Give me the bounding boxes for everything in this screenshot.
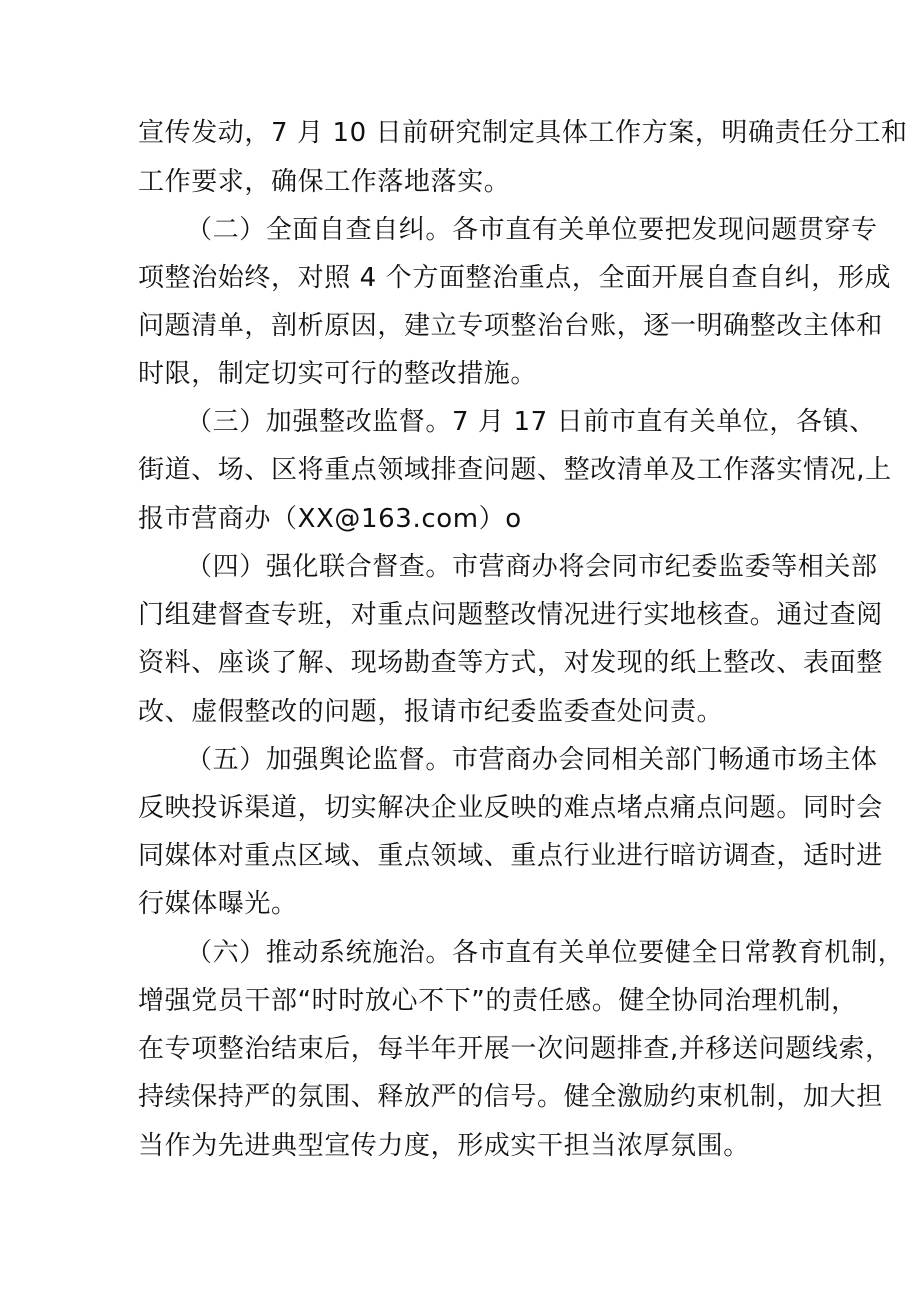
paragraph-3-heading-line: （三）加强整改监督。7 月 17 日前市直有关单位，各镇、 xyxy=(186,407,876,437)
text-line: 问题清单，剖析原因，建立专项整治台账，逐一明确整改主体和 xyxy=(138,311,883,341)
text-line: 反映投诉渠道，切实解决企业反映的难点堵点痛点问题。同时会 xyxy=(138,793,883,823)
text-line: 行媒体曝光。 xyxy=(138,889,298,919)
text-line: 增强党员干部“时时放心不下”的责任感。健全协同治理机制， xyxy=(138,986,858,1016)
text-line: 改、虚假整改的问题，报请市纪委监委查处问责。 xyxy=(138,697,724,727)
text-line: 同媒体对重点区域、重点领域、重点行业进行暗访调查，适时进 xyxy=(138,841,883,871)
paragraph-6-heading-line: （六）推动系统施治。各市直有关单位要健全日常教育机制， xyxy=(186,938,905,968)
text-line: 时限，制定切实可行的整改措施。 xyxy=(138,359,538,389)
text-line: 街道、场、区将重点领域排查问题、整改清单及工作落实情况,上 xyxy=(138,455,892,485)
text-line: 工作要求，确保工作落地落实。 xyxy=(138,167,511,197)
text-line: 当作为先进典型宣传力度，形成实干担当浓厚氛围。 xyxy=(138,1131,750,1161)
paragraph-4-heading-line: （四）强化联合督查。市营商办将会同市纪委监委等相关部 xyxy=(186,552,878,582)
text-line: 报市营商办（XX@163.com）o xyxy=(138,504,522,534)
paragraph-5-heading-line: （五）加强舆论监督。市营商办会同相关部门畅通市场主体 xyxy=(186,745,878,775)
paragraph-2-heading-line: （二）全面自查自纠。各市直有关单位要把发现问题贯穿专 xyxy=(186,215,878,245)
text-line: 在专项整治结束后，每半年开展一次问题排查,并移送问题线索， xyxy=(138,1034,892,1064)
text-line: 门组建督查专班，对重点问题整改情况进行实地核查。通过查阅 xyxy=(138,600,883,630)
text-line: 项整治始终，对照 4 个方面整治重点，全面开展自查自纠，形成 xyxy=(138,263,892,293)
text-line: 资料、座谈了解、现场勘查等方式，对发现的纸上整改、表面整 xyxy=(138,648,883,678)
text-line: 持续保持严的氛围、释放严的信号。健全激励约束机制，加大担 xyxy=(138,1082,883,1112)
text-line: 宣传发动，7 月 10 日前研究制定具体工作方案，明确责任分工和 xyxy=(138,118,908,148)
